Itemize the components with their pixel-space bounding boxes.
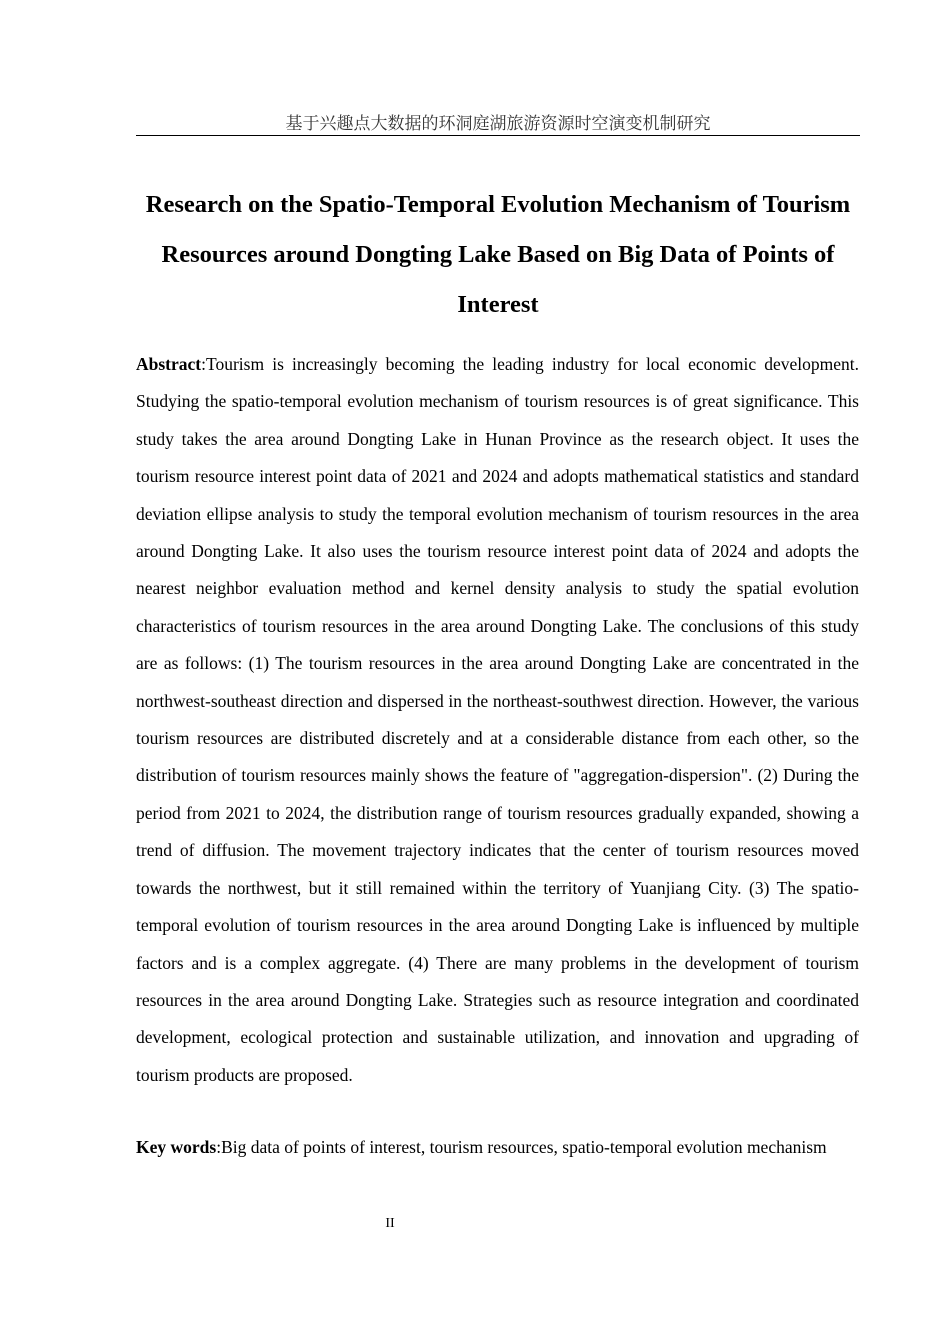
abstract-text: Tourism is increasingly becoming the leading industry for local economic development. Studying the spatio-temporal evolution mechanism of tourism resources is of great significance. This study takes the area around Dongting Lake in Hunan Province as the research object. It uses the tourism resource interest point data of 2021 and 2024 and adopts mathematical statistics and standard deviation ellipse analysis to study the temporal evolution mechanism of tourism resources in the area around Dongting Lake. It also uses the tourism resource interest point data of 2024 and adopts the nearest neighbor evaluation method and kernel density analysis to study the spatial evolution characteristics of tourism resources in the area around Dongting Lake. The conclusions of this study are as follows: (1) The tourism resources in the area around Dongting Lake are concentrated in the northwest-southeast direction and dispersed in the northeast-southwest direction. However, the various tourism resources are distributed discretely and at a considerable distance from each other, so the distribution of tourism resources mainly shows the feature of "aggregation-dispersion". (2) During the period from 2021 to 2024, the distribution range of tourism resources gradually expanded, showing a trend of diffusion. The movement trajectory indicates that the center of tourism resources moved towards the northwest, but it still remained within the territory of Yuanjiang City. (3) The spatio-temporal evolution of tourism resources in the area around Dongting Lake is influenced by multiple factors and is a complex aggregate. (4) There are many problems in the development of tourism resources in the area around Dongting Lake. Strategies such as resource integration and coordinated development, ecological protection and sustainable utilization, and innovation and upgrading of tourism products are proposed. bbox=[136, 354, 859, 1085]
abstract-label: Abstract bbox=[136, 354, 202, 374]
abstract-separator: : bbox=[201, 354, 206, 374]
keywords-paragraph bbox=[136, 1129, 859, 1166]
abstract-paragraph bbox=[136, 346, 859, 1094]
running-header: 基于兴趣点大数据的环洞庭湖旅游资源时空演变机制研究 bbox=[136, 113, 860, 136]
keywords-text: Big data of points of interest, tourism resources, spatio-temporal evolution mechanism bbox=[221, 1137, 827, 1157]
paper-title: Research on the Spatio-Temporal Evolution Mechanism of Tourism Resources around Dongting Lake Based on Big Data of Points of Interest bbox=[145, 191, 851, 318]
keywords-label: Key words bbox=[136, 1137, 217, 1157]
page-number: II bbox=[385, 1216, 395, 1231]
keywords-separator: : bbox=[216, 1137, 222, 1157]
